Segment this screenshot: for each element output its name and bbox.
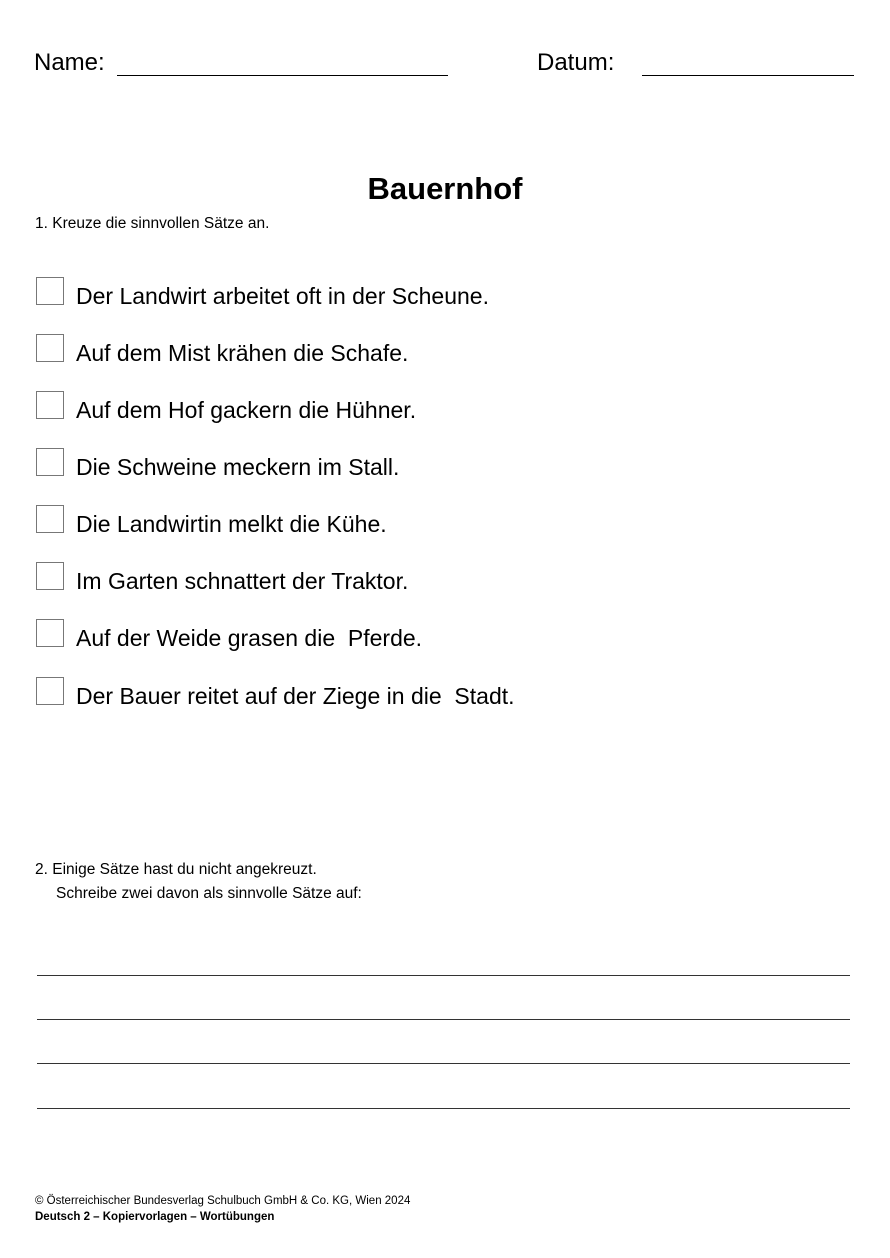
task2-instruction-line1: 2. Einige Sätze hast du nicht angekreuzt. xyxy=(35,861,317,878)
checkbox[interactable] xyxy=(36,277,64,305)
checkbox[interactable] xyxy=(36,505,64,533)
checkbox[interactable] xyxy=(36,334,64,362)
footer-series: Deutsch 2 – Kopiervorlagen – Wortübungen xyxy=(35,1211,275,1223)
checkbox[interactable] xyxy=(36,448,64,476)
sentence-text: Auf dem Hof gackern die Hühner. xyxy=(76,397,417,423)
writing-line[interactable] xyxy=(37,1019,850,1020)
sentence-text: Die Landwirtin melkt die Kühe. xyxy=(76,511,387,537)
writing-line[interactable] xyxy=(37,1063,850,1064)
sentence-text: Der Bauer reitet auf der Ziege in die Stadt. xyxy=(76,683,515,709)
name-field[interactable] xyxy=(117,75,448,76)
date-field[interactable] xyxy=(642,75,854,76)
sentence-text: Der Landwirt arbeitet oft in der Scheune. xyxy=(76,283,489,309)
checkbox[interactable] xyxy=(36,619,64,647)
writing-line[interactable] xyxy=(37,1108,850,1109)
task2-instruction-line2: Schreibe zwei davon als sinnvolle Sätze auf: xyxy=(56,885,362,902)
checkbox[interactable] xyxy=(36,391,64,419)
checkbox[interactable] xyxy=(36,562,64,590)
footer-copyright: © Österreichischer Bundesverlag Schulbuch GmbH & Co. KG, Wien 2024 xyxy=(35,1195,411,1207)
writing-line[interactable] xyxy=(37,975,850,976)
checkbox[interactable] xyxy=(36,677,64,705)
sentence-text: Auf der Weide grasen die Pferde. xyxy=(76,625,423,651)
page-title: Bauernhof xyxy=(367,171,523,206)
date-label: Datum: xyxy=(537,49,615,76)
sentence-text: Die Schweine meckern im Stall. xyxy=(76,454,400,480)
task1-instruction: 1. Kreuze die sinnvollen Sätze an. xyxy=(35,215,270,232)
sentence-text: Im Garten schnattert der Traktor. xyxy=(76,568,409,594)
sentence-text: Auf dem Mist krähen die Schafe. xyxy=(76,340,409,366)
name-label: Name: xyxy=(34,49,105,76)
